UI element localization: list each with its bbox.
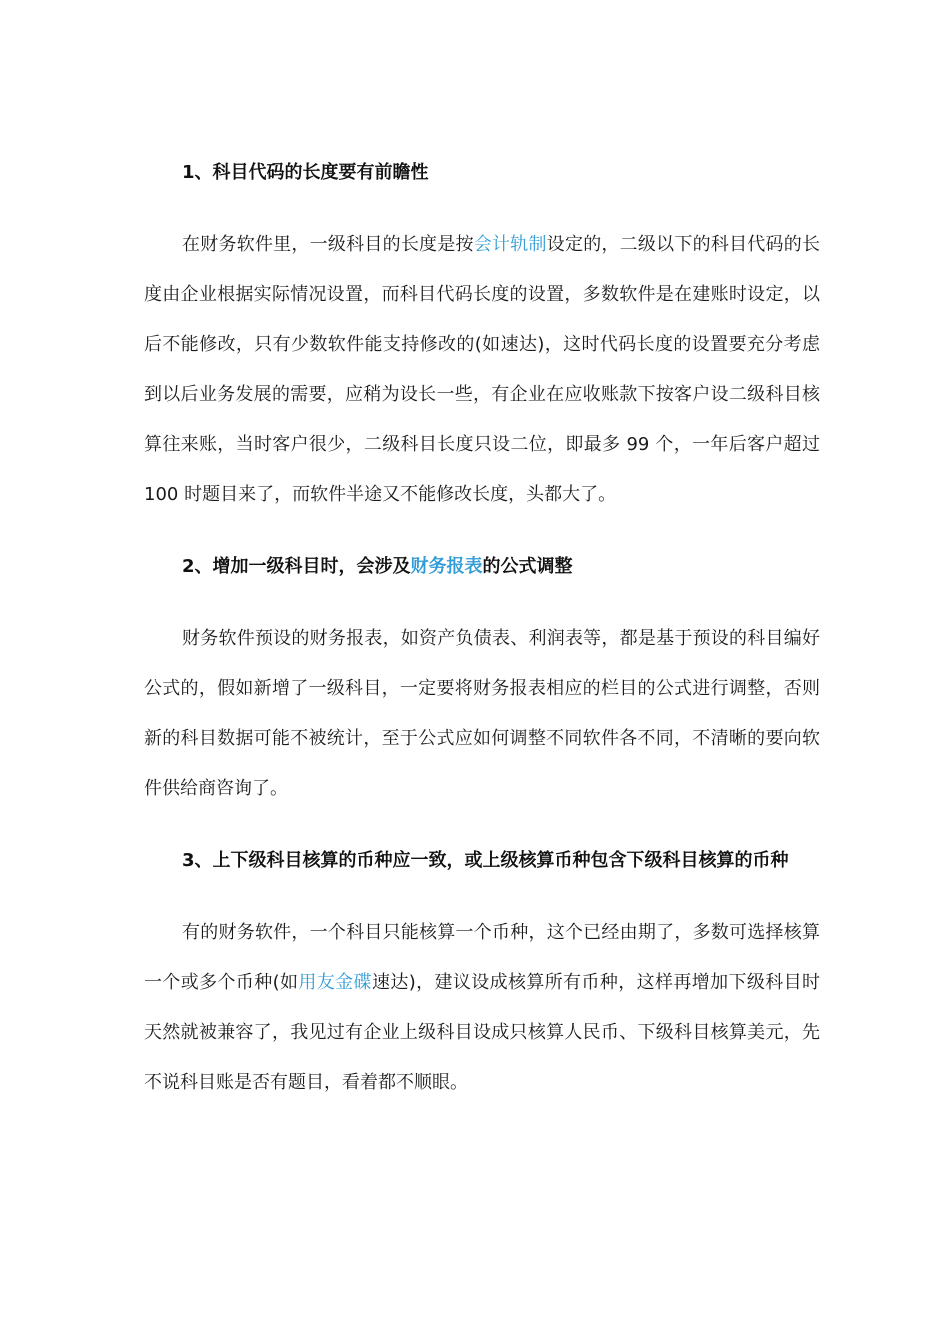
section-3-paragraph: 有的财务软件，一个科目只能核算一个币种，这个已经由期了，多数可选择核算一个或多个币种(如用友金碟速达)，建议设成核算所有币种，这样再增加下级科目时天然就被兼容了，我见过有企业上级科目设成只核算人民币、下级科目核算美元，先不说科目账是否有题目，看着都不顺眼。: [144, 922, 820, 1093]
section-2-heading: 2、增加一级科目时，会涉及财务报表的公式调整: [182, 556, 573, 577]
section-3-heading: 3、上下级科目核算的币种应一致，或上级核算币种包含下级科目核算的币种: [182, 850, 789, 871]
link-yongyou-jindie[interactable]: 用友金碟: [298, 972, 372, 993]
link-kuaiji-guizhi[interactable]: 会计轨制: [473, 234, 547, 255]
link-caiwu-baobiao[interactable]: 财务报表: [410, 556, 483, 577]
section-1-paragraph: 在财务软件里，一级科目的长度是按会计轨制设定的，二级以下的科目代码的长度由企业根据实际情况设置，而科目代码长度的设置，多数软件是在建账时设定，以后不能修改，只有少数软件能支持修改的(如速达)，这时代码长度的设置要充分考虑到以后业务发展的需要，应稍为设长一些，有企业在应收账款下按客户设二级科目核算往来账，当时客户很少，二级科目长度只设二位，即最多 99 个，一年后客户超过 100 时题目来了，而软件半途又不能修改长度，头都大了。: [144, 234, 821, 505]
section-2-paragraph: 财务软件预设的财务报表，如资产负债表、利润表等，都是基于预设的科目编好公式的，假如新增了一级科目，一定要将财务报表相应的栏目的公式进行调整，否则新的科目数据可能不被统计，至于公式应如何调整不同软件各不同，不清晰的要向软件供给商咨询了。: [144, 628, 820, 799]
document-body: [144, 148, 820, 1108]
section-1-heading: 1、科目代码的长度要有前瞻性: [182, 162, 429, 183]
